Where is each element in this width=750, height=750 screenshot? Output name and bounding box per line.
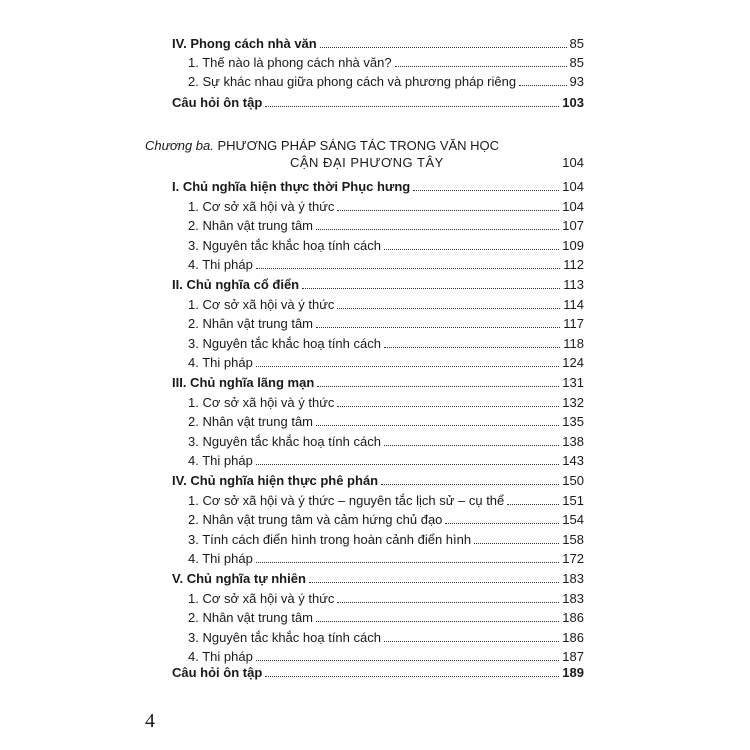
dot-leader bbox=[317, 386, 559, 387]
toc-entry-label: 1. Cơ sở xã hội và ý thức bbox=[188, 395, 335, 410]
toc-entry-label: Câu hỏi ôn tập bbox=[172, 95, 263, 110]
toc-entry-label: 4. Thi pháp bbox=[188, 257, 253, 272]
toc-entry-page: 85 bbox=[569, 36, 584, 51]
toc-entry-page: 117 bbox=[563, 316, 584, 331]
toc-entry-item bbox=[188, 196, 584, 214]
toc-entry-page: 104 bbox=[562, 199, 584, 214]
toc-entry-item bbox=[188, 509, 584, 527]
toc-entry-item bbox=[188, 411, 584, 429]
toc-entry-item bbox=[188, 588, 584, 606]
dot-leader bbox=[381, 484, 559, 485]
toc-entry-label: 1. Cơ sở xã hội và ý thức bbox=[188, 591, 335, 606]
toc-entry-label: 1. Thế nào là phong cách nhà văn? bbox=[188, 55, 392, 70]
dot-leader bbox=[337, 308, 560, 309]
dot-leader bbox=[265, 676, 559, 677]
toc-entry-item bbox=[188, 490, 584, 508]
page-number: 4 bbox=[145, 710, 155, 732]
dot-leader bbox=[316, 425, 559, 426]
chapter-title-line2 bbox=[290, 152, 584, 170]
toc-entry-label: 1. Cơ sở xã hội và ý thức bbox=[188, 199, 335, 214]
toc-entry-label: 3. Nguyên tắc khắc hoạ tính cách bbox=[188, 434, 381, 449]
toc-entry-review bbox=[172, 92, 584, 110]
toc-entry-page: 151 bbox=[562, 493, 584, 508]
toc-entry-label: 3. Nguyên tắc khắc hoạ tính cách bbox=[188, 630, 381, 645]
dot-leader bbox=[256, 660, 559, 661]
toc-entry-page: 183 bbox=[562, 591, 584, 606]
toc-entry-label: 3. Nguyên tắc khắc hoạ tính cách bbox=[188, 336, 381, 351]
toc-entry-page: 186 bbox=[562, 630, 584, 645]
toc-entry-label: V. Chủ nghĩa tự nhiên bbox=[172, 571, 306, 586]
dot-leader bbox=[413, 190, 559, 191]
toc-entry-label: II. Chủ nghĩa cổ điển bbox=[172, 277, 300, 292]
toc-entry-item bbox=[188, 529, 584, 547]
toc-entry-page: 107 bbox=[562, 218, 584, 233]
dot-leader bbox=[302, 288, 560, 289]
toc-entry-item bbox=[188, 235, 584, 253]
toc-entry-page: 124 bbox=[562, 355, 584, 370]
toc-entry-section-heading bbox=[172, 372, 584, 390]
dot-leader bbox=[256, 562, 559, 563]
toc-entry-item bbox=[188, 450, 584, 468]
toc-entry-page: 138 bbox=[562, 434, 584, 449]
dot-leader bbox=[256, 366, 559, 367]
toc-entry-page: 183 bbox=[562, 571, 584, 586]
dot-leader bbox=[316, 327, 560, 328]
toc-entry-item bbox=[188, 313, 584, 331]
toc-entry-label: 1. Cơ sở xã hội và ý thức – nguyên tắc lịch sử – cụ thể bbox=[188, 493, 505, 508]
dot-leader bbox=[309, 582, 559, 583]
toc-entry-page: 143 bbox=[562, 453, 584, 468]
dot-leader bbox=[507, 504, 559, 505]
dot-leader bbox=[384, 249, 559, 250]
toc-entry-page: 186 bbox=[562, 610, 584, 625]
toc-entry-item bbox=[188, 71, 584, 89]
toc-entry-label: IV. Phong cách nhà văn bbox=[172, 36, 317, 51]
toc-entry-item bbox=[188, 254, 584, 272]
toc-entry-section-heading bbox=[172, 33, 584, 51]
toc-entry-label: 3. Nguyên tắc khắc hoạ tính cách bbox=[188, 238, 381, 253]
toc-entry-label: III. Chủ nghĩa lãng mạn bbox=[172, 375, 315, 390]
dot-leader bbox=[320, 47, 567, 48]
toc-entry-section-heading bbox=[172, 470, 584, 488]
dot-leader bbox=[384, 445, 559, 446]
toc-entry-label: I. Chủ nghĩa hiện thực thời Phục hưng bbox=[172, 179, 411, 194]
toc-entry-label: 2. Sự khác nhau giữa phong cách và phương pháp riêng bbox=[188, 74, 517, 89]
toc-entry-review bbox=[172, 662, 584, 680]
dot-leader bbox=[316, 621, 559, 622]
toc-entry-page: 189 bbox=[562, 665, 584, 680]
dot-leader bbox=[384, 347, 560, 348]
toc-entry-label: 2. Nhân vật trung tâm bbox=[188, 610, 314, 625]
dot-leader bbox=[337, 602, 559, 603]
toc-entry-page: 150 bbox=[562, 473, 584, 488]
toc-entry-section-heading bbox=[172, 568, 584, 586]
toc-entry-page: 132 bbox=[562, 395, 584, 410]
chapter-title: PHƯƠNG PHÁP SÁNG TÁC TRONG VĂN HỌC bbox=[217, 138, 500, 153]
toc-entry-label: 2. Nhân vật trung tâm bbox=[188, 218, 314, 233]
toc-entry-item bbox=[188, 52, 584, 70]
toc-entry-page: 85 bbox=[569, 55, 584, 70]
toc-entry-page: 154 bbox=[562, 512, 584, 527]
toc-entry-item bbox=[188, 215, 584, 233]
dot-leader bbox=[316, 229, 559, 230]
dot-leader bbox=[474, 543, 559, 544]
toc-entry-page: 109 bbox=[562, 238, 584, 253]
toc-entry-item bbox=[188, 392, 584, 410]
toc-entry-page: 131 bbox=[562, 375, 584, 390]
toc-entry-page: 103 bbox=[562, 95, 584, 110]
toc-entry-section-heading bbox=[172, 176, 584, 194]
dot-leader bbox=[445, 523, 559, 524]
toc-entry-item bbox=[188, 607, 584, 625]
toc-entry-page: 118 bbox=[563, 336, 584, 351]
toc-entry-label: 4. Thi pháp bbox=[188, 649, 253, 664]
dot-leader bbox=[519, 85, 566, 86]
toc-entry-page: 93 bbox=[569, 74, 584, 89]
toc-entry-page: 113 bbox=[563, 277, 584, 292]
toc-entry-label: 4. Thi pháp bbox=[188, 551, 253, 566]
toc-entry-label: IV. Chủ nghĩa hiện thực phê phán bbox=[172, 473, 379, 488]
toc-entry-page: 172 bbox=[562, 551, 584, 566]
dot-leader bbox=[395, 66, 567, 67]
dot-leader bbox=[265, 106, 559, 107]
dot-leader bbox=[384, 641, 559, 642]
dot-leader bbox=[337, 406, 559, 407]
toc-entry-item bbox=[188, 333, 584, 351]
toc-entry-label: Câu hỏi ôn tập bbox=[172, 665, 263, 680]
toc-entry-item bbox=[188, 548, 584, 566]
dot-leader bbox=[256, 268, 560, 269]
toc-entry-page: 112 bbox=[563, 257, 584, 272]
chapter-page: 104 bbox=[562, 155, 584, 170]
chapter-title-line1 bbox=[145, 138, 499, 153]
dot-leader bbox=[337, 210, 559, 211]
toc-entry-item bbox=[188, 352, 584, 370]
toc-entry-page: 135 bbox=[562, 414, 584, 429]
toc-entry-label: 4. Thi pháp bbox=[188, 453, 253, 468]
chapter-prefix: Chương ba. bbox=[145, 138, 214, 153]
chapter-title-continued: CẬN ĐẠI PHƯƠNG TÂY bbox=[290, 155, 444, 170]
toc-entry-item bbox=[188, 431, 584, 449]
toc-entry-section-heading bbox=[172, 274, 584, 292]
toc-entry-page: 114 bbox=[563, 297, 584, 312]
toc-entry-label: 1. Cơ sở xã hội và ý thức bbox=[188, 297, 335, 312]
toc-entry-label: 2. Nhân vật trung tâm bbox=[188, 316, 314, 331]
toc-entry-label: 3. Tính cách điển hình trong hoàn cảnh điển hình bbox=[188, 532, 472, 547]
toc-entry-label: 2. Nhân vật trung tâm bbox=[188, 414, 314, 429]
toc-entry-item bbox=[188, 294, 584, 312]
toc-entry-page: 104 bbox=[562, 179, 584, 194]
toc-entry-page: 187 bbox=[562, 649, 584, 664]
toc-entry-item bbox=[188, 627, 584, 645]
toc-entry-label: 4. Thi pháp bbox=[188, 355, 253, 370]
toc-entry-label: 2. Nhân vật trung tâm và cảm hứng chủ đạo bbox=[188, 512, 443, 527]
dot-leader bbox=[256, 464, 559, 465]
toc-entry-page: 158 bbox=[562, 532, 584, 547]
